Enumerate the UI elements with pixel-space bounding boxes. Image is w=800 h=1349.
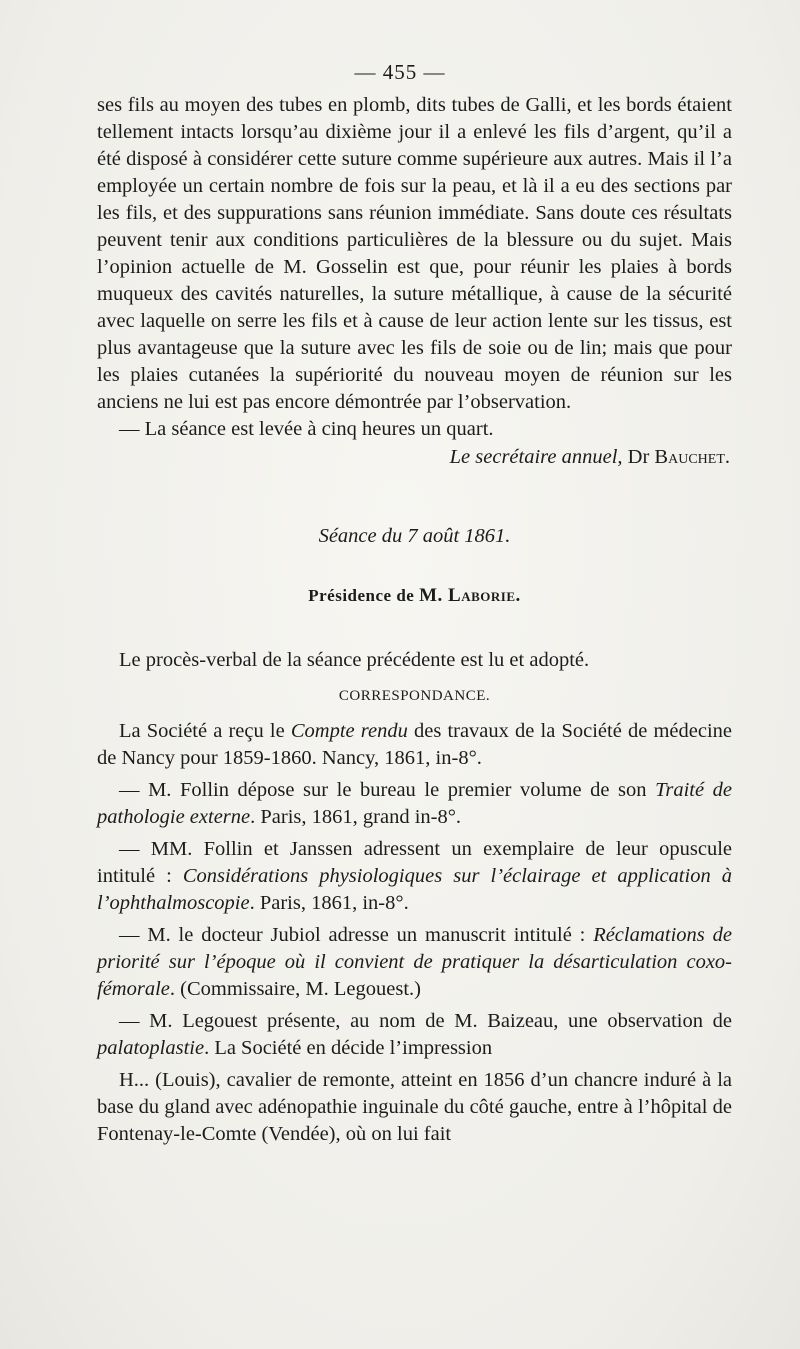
correspondance-item xyxy=(97,1008,732,1062)
secretary-signature xyxy=(97,444,732,471)
signature-role: Le secrétaire annuel, xyxy=(449,446,623,468)
correspondance-heading: CORRESPONDANCE. xyxy=(338,688,491,704)
president-name: M. Laborie. xyxy=(419,585,521,606)
item-title: Considérations physiologiques sur l’éclairage et application à l’ophthalmoscopie xyxy=(97,865,732,914)
presidence-prefix: Présidence de xyxy=(308,586,415,605)
item-text: — M. Follin dépose sur le bureau le premier volume de son xyxy=(119,779,656,801)
item-text: — MM. Follin et Janssen adressent un exemplaire de leur opuscule intitulé : xyxy=(97,838,732,887)
page-number: — 455 — xyxy=(354,60,446,84)
item-text: La Société a reçu le xyxy=(119,720,291,742)
observation-paragraph: H... (Louis), cavalier de remonte, atteint en 1856 d’un chancre induré à la base du gland avec adénopathie inguinale du côté gauche, entre à l’hôpital de Fontenay-le-Comte (Vendée), où on lui fait xyxy=(97,1069,732,1145)
page-body xyxy=(97,92,732,1148)
signature-title: Dr xyxy=(627,446,650,468)
item-text: — M. le docteur Jubiol adresse un manuscrit intitulé : xyxy=(119,924,594,946)
paragraph-continuation: ses fils au moyen des tubes en plomb, dits tubes de Galli, et les bords étaient tellement intacts lorsqu’au dixième jour il a enlevé les fils d’argent, qu’il a été disposé à considérer cette suture comme supérieure aux autres. Mais il l’a employée un certain nombre de fois sur la peau, et là il a eu des sections par les fils, et des suppurations sans réunion immédiate. Sans doute ces résultats peuvent tenir aux conditions particulières de la blessure ou du sujet. Mais l’opinion actuelle de M. Gosselin est que, pour réunir les plaies à bords muqueux des cavités naturelles, la suture métallique, à cause de la sécurité avec laquelle on serre les fils et à cause de leur action lente sur les tissus, est plus avantageuse que la suture avec les fils de soie ou de lin; mais que pour les plaies cutanées la supériorité du nouveau moyen de réunion sur les anciens ne lui est pas encore démontrée par l’observation. xyxy=(97,94,732,413)
signature-name: Bauchet. xyxy=(654,446,730,468)
item-title: palatoplastie xyxy=(97,1037,205,1059)
paragraph-adjournment: — La séance est levée à cinq heures un quart. xyxy=(119,418,494,440)
item-text: — M. Legouest présente, au nom de M. Baizeau, une observation de xyxy=(119,1010,732,1032)
item-text: . (Commissaire, M. Legouest.) xyxy=(169,978,421,1000)
item-text: des travaux de la Société de médecine de Nancy pour 1859-1860. Nancy, 1861, in-8°. xyxy=(97,720,732,769)
correspondance-item xyxy=(97,922,732,1003)
item-text: . La Société en décide l’impression xyxy=(204,1037,493,1059)
correspondance-item xyxy=(97,718,732,772)
correspondance-item xyxy=(97,836,732,917)
item-title: Réclamations de priorité sur l’époque où il convient de pratiquer la désarticulation coxo-fémorale xyxy=(97,924,732,1000)
item-text: . Paris, 1861, in-8°. xyxy=(249,892,409,914)
item-text: . Paris, 1861, grand in-8°. xyxy=(250,806,462,828)
presidence-heading xyxy=(97,582,732,609)
item-title: Traité de pathologie externe xyxy=(97,779,733,828)
item-title: Compte rendu xyxy=(290,720,408,742)
minutes-statement: Le procès-verbal de la séance précédente est lu et adopté. xyxy=(119,649,590,671)
session-heading: Séance du 7 août 1861. xyxy=(318,525,511,547)
correspondance-item xyxy=(97,777,732,831)
